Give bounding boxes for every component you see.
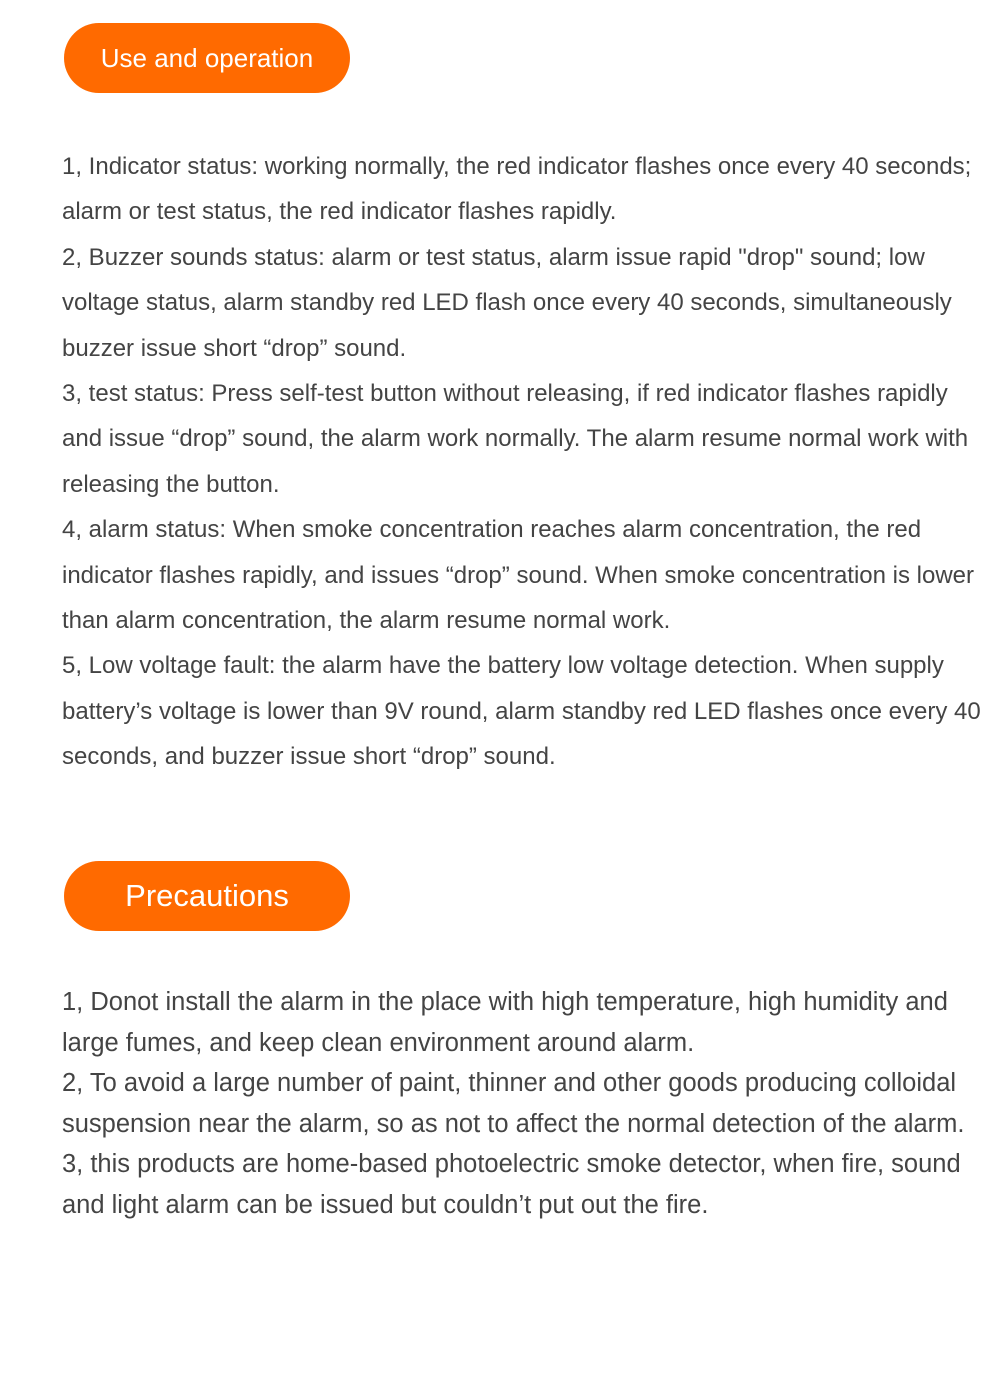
use-and-operation-heading [64, 23, 350, 93]
list-item: 3, test status: Press self-test button without releasing, if red indicator flashes rapidly and issue “drop” sound, the alarm work normally. The alarm resume normal work with releasing the button. [62, 380, 969, 498]
precautions-heading [64, 861, 350, 931]
list-item: 2, Buzzer sounds status: alarm or test status, alarm issue rapid "drop" sound; low voltage status, alarm standby red LED flash once every 40 seconds, simultaneously buzzer issue short “drop” sound. [62, 243, 952, 362]
precautions-title: Precautions [125, 878, 289, 913]
list-item: 4, alarm status: When smoke concentration reaches alarm concentration, the red indicator flashes rapidly, and issues “drop” sound. When smoke concentration is lower than alarm concentration, the alarm resume normal work. [62, 516, 974, 635]
precautions-list [62, 982, 992, 1225]
list-item: 1, Donot install the alarm in the place with high temperature, high humidity and large fumes, and keep clean environment around alarm. [62, 988, 948, 1057]
list-item: 1, Indicator status: working normally, the red indicator flashes once every 40 seconds; alarm or test status, the red indicator flashes rapidly. [62, 153, 972, 226]
use-and-operation-list [62, 144, 992, 780]
list-item: 2, To avoid a large number of paint, thinner and other goods producing colloidal suspension near the alarm, so as not to affect the normal detection of the alarm. [62, 1069, 965, 1138]
list-item: 3, this products are home-based photoelectric smoke detector, when fire, sound and light alarm can be issued but couldn’t put out the fire. [62, 1150, 961, 1219]
use-and-operation-title: Use and operation [100, 42, 314, 73]
list-item: 5, Low voltage fault: the alarm have the battery low voltage detection. When supply battery’s voltage is lower than 9V round, alarm standby red LED flashes once every 40 seconds, and buzzer issue short “drop” sound. [62, 652, 981, 771]
